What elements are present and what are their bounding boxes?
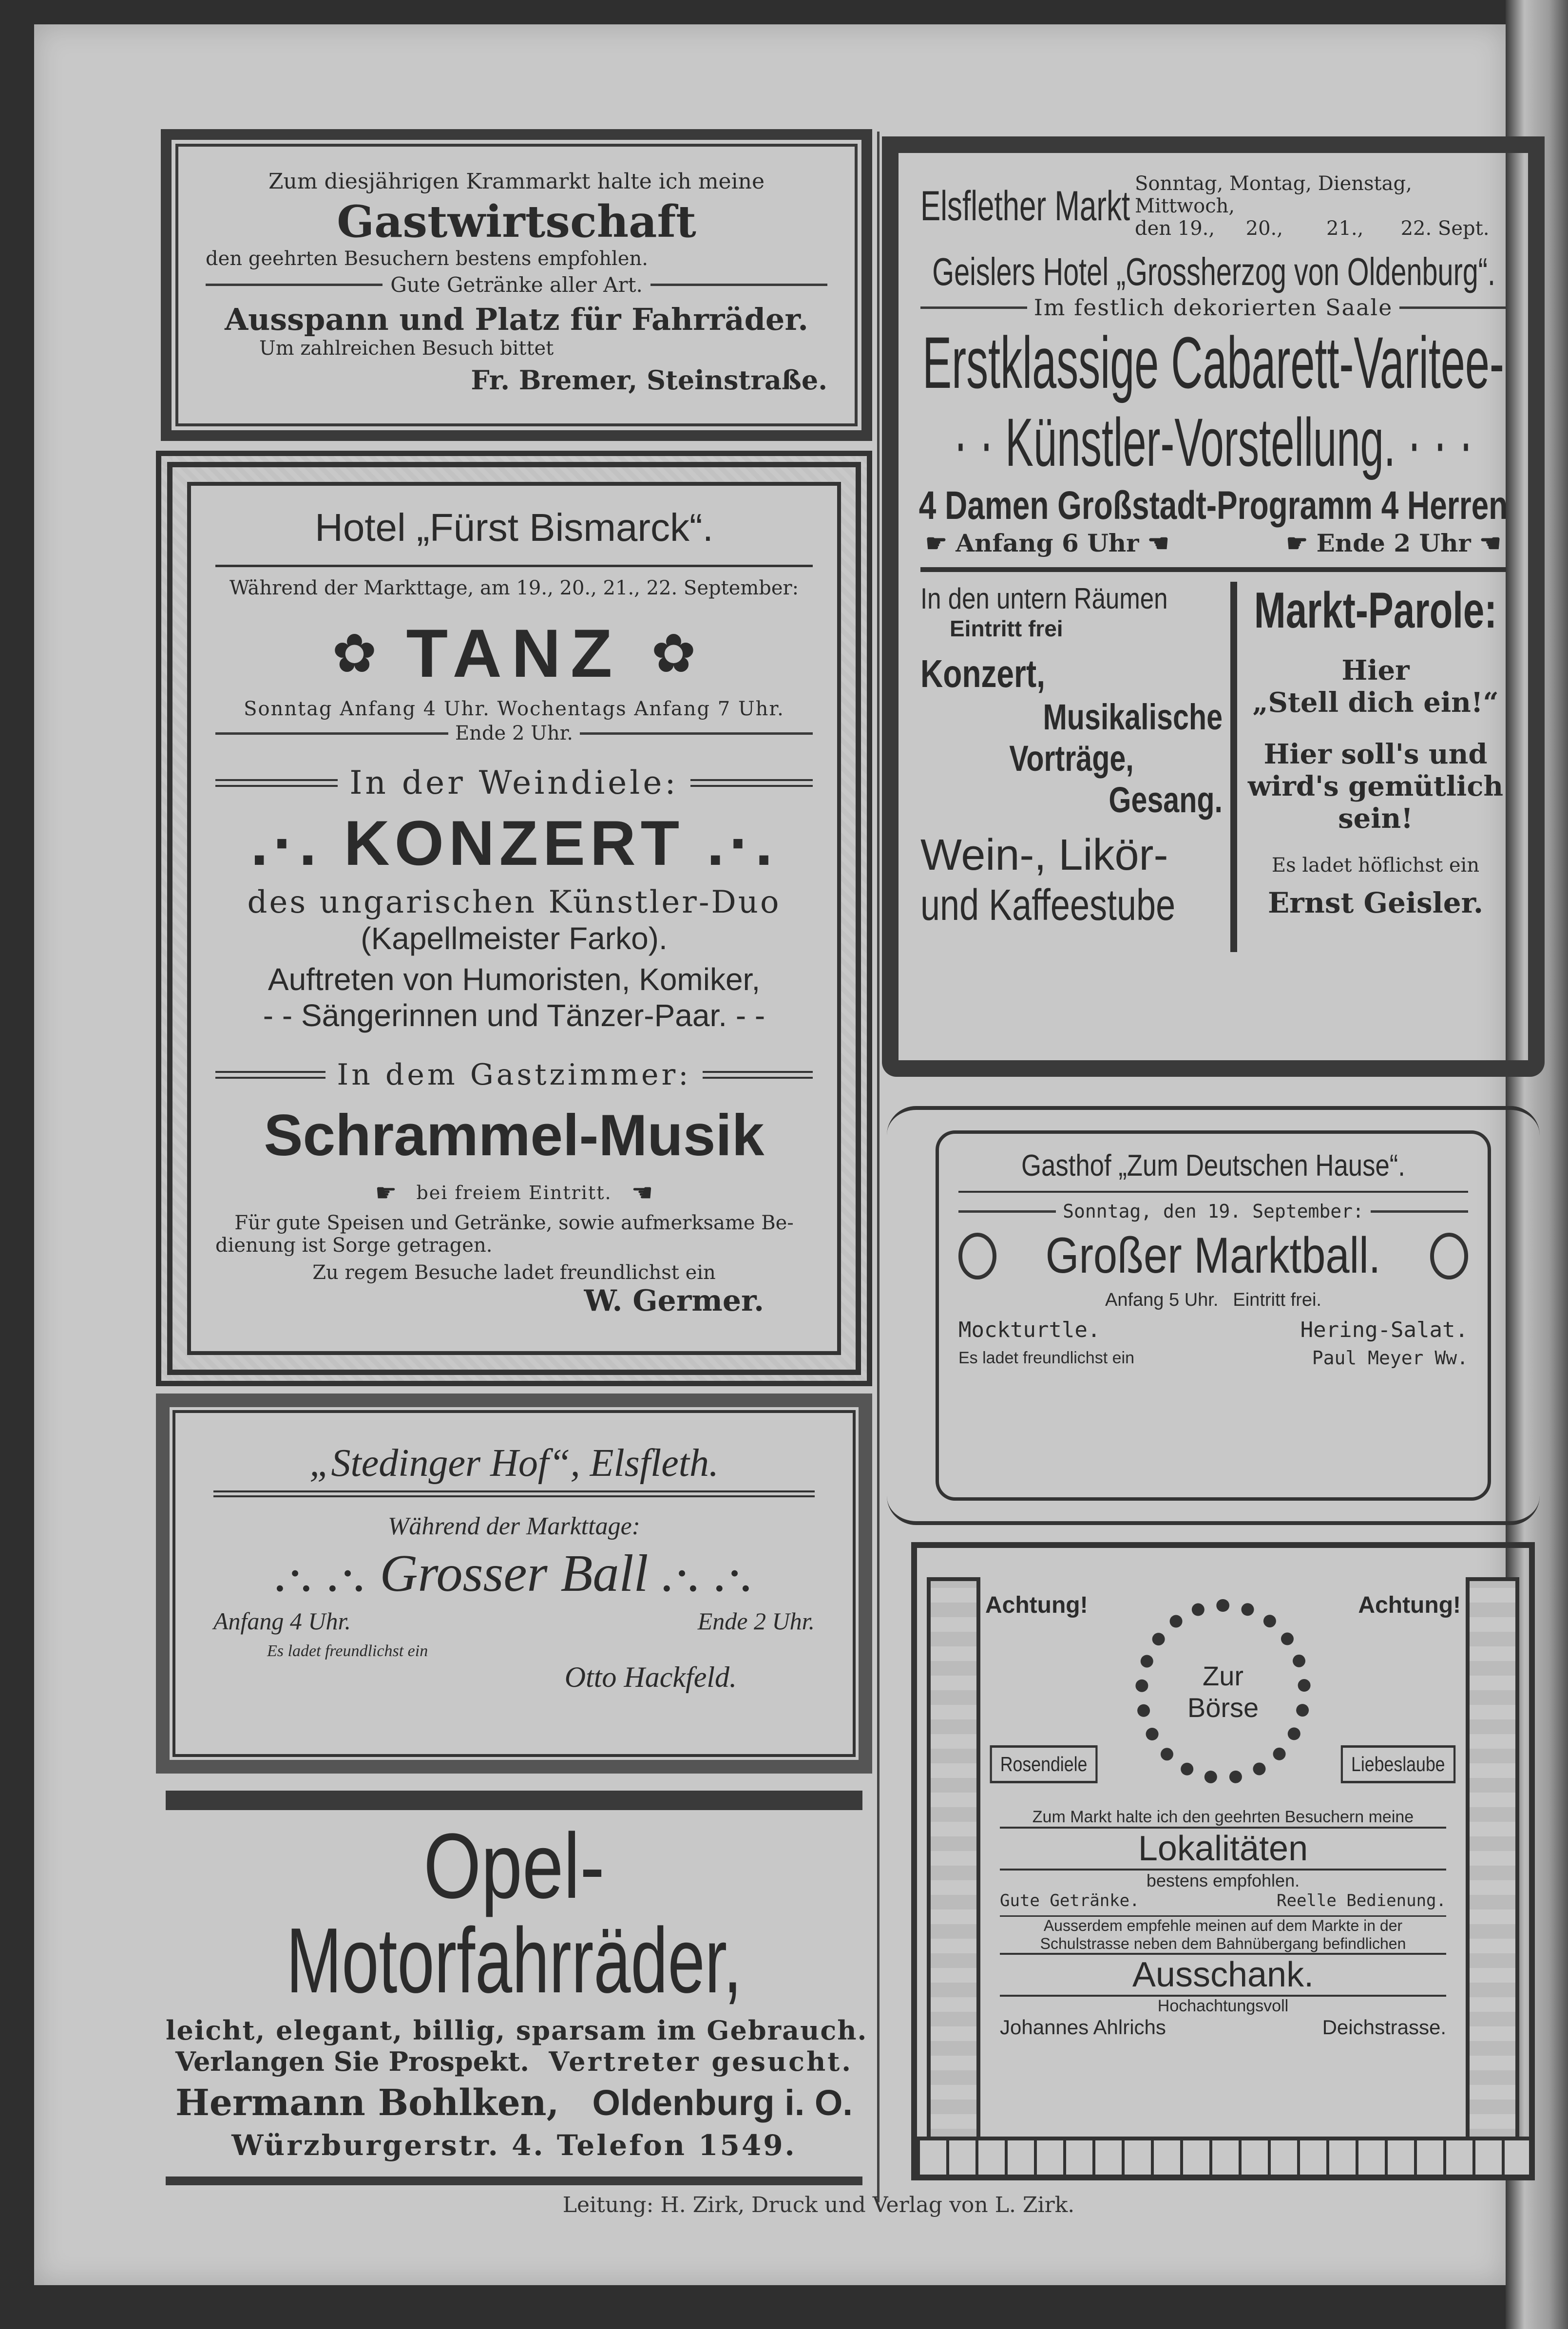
ad4-line3: leicht, elegant, billig, sparsam im Gebrauch. bbox=[166, 2014, 868, 2046]
ad7-intro: Zum Markt halte ich den geehrten Besuchern meine bbox=[1032, 1808, 1414, 1826]
wreath-icon bbox=[1135, 1599, 1311, 1784]
ad5-anfang: ☛ Anfang 6 Uhr ☚ bbox=[925, 528, 1169, 557]
ad1-sub: den geehrten Besuchern bestens empfohlen. bbox=[206, 248, 648, 270]
ad5-hier: Hier bbox=[1341, 654, 1410, 687]
ad5-soll1: Hier soll's und bbox=[1263, 738, 1488, 770]
ad3-during: Während der Markttage: bbox=[388, 1512, 640, 1540]
ad7-owner: Johannes Ahlrichs bbox=[1000, 2016, 1166, 2039]
ad5-anfang-text: Anfang 6 Uhr bbox=[956, 528, 1139, 557]
ad1-title: Gastwirtschaft bbox=[337, 196, 696, 248]
ad4-vertreter: Vertreter gesucht. bbox=[549, 2045, 853, 2077]
ad4-line1: Opel- bbox=[423, 1814, 605, 1918]
ad2-besuch: Zu regem Besuche ladet freundlichst ein bbox=[312, 1261, 716, 1284]
ad5-musik2: Vorträge, bbox=[1009, 738, 1134, 779]
ad7-lokal: Lokalitäten bbox=[1000, 1827, 1446, 1871]
circle-ornament-left bbox=[958, 1233, 996, 1279]
ad7-ausserdem2: Schulstrasse neben dem Bahnübergang befindlichen bbox=[1040, 1935, 1406, 1952]
ad6-hering: Hering-Salat. bbox=[1300, 1317, 1468, 1342]
ad2-owner: W. Germer. bbox=[584, 1284, 764, 1318]
ad6-ball: Großer Marktball. bbox=[1046, 1227, 1381, 1284]
ad6-ladet: Es ladet freundlichst ein bbox=[958, 1348, 1134, 1367]
ad2-gastzimmer: In dem Gastzimmer: bbox=[337, 1058, 691, 1092]
ad5-dates: den 19., 20., 21., 22. Sept. bbox=[1135, 217, 1490, 240]
ad4-company: Hermann Bohlken, bbox=[175, 2081, 559, 2124]
ad2-speisen2: dienung ist Sorge getragen. bbox=[215, 1234, 493, 1257]
ad7-rosendiele: Rosendiele bbox=[990, 1745, 1098, 1783]
ad3-start: Anfang 4 Uhr. bbox=[213, 1607, 351, 1635]
ad7-bedienung: Reelle Bedienung. bbox=[1277, 1891, 1446, 1910]
flower-icon-left: ✿ bbox=[332, 622, 377, 685]
ad7-empfohlen: bestens empfohlen. bbox=[1146, 1871, 1300, 1890]
ad5-soll2: wird's gemütlich bbox=[1247, 770, 1504, 802]
pillar-left bbox=[927, 1577, 980, 2147]
ad5-saal: Im festlich dekorierten Saale bbox=[1033, 294, 1393, 321]
ad3-invite: Es ladet freundlichst ein bbox=[267, 1642, 428, 1660]
ad5-soll3: sein! bbox=[1338, 802, 1413, 835]
ad5-hotel: Geislers Hotel „Grossherzog von Oldenburg“. bbox=[932, 250, 1495, 293]
ad6-date: Sonntag, den 19. September: bbox=[1063, 1201, 1364, 1222]
ad6-owner: Paul Meyer Ww. bbox=[1312, 1347, 1468, 1369]
ad6-mock: Mockturtle. bbox=[958, 1317, 1101, 1342]
column-divider bbox=[877, 132, 880, 2202]
ad3-title: „Stedinger Hof“, Elsfleth. bbox=[309, 1442, 719, 1485]
ad6-eintritt: Eintritt frei. bbox=[1233, 1290, 1321, 1310]
ad3-end: Ende 2 Uhr. bbox=[697, 1607, 815, 1635]
ad1-owner: Fr. Bremer, Steinstraße. bbox=[471, 364, 827, 396]
ad5-raeume: In den untern Räumen bbox=[920, 582, 1168, 615]
ad2-auftreten: Auftreten von Humoristen, Komiker, bbox=[268, 962, 761, 997]
ad-gastwirtschaft-bremer bbox=[161, 129, 872, 441]
ad-gasthof-deutschen-hause bbox=[882, 1101, 1545, 1530]
ad1-drinks: Gute Getränke aller Art. bbox=[390, 273, 643, 297]
ad5-kaffee: und Kaffeestube bbox=[920, 880, 1176, 930]
ad5-ladet: Es ladet höflichst ein bbox=[1271, 854, 1480, 877]
ad-zur-boerse bbox=[911, 1542, 1535, 2180]
ad5-owner: Ernst Geisler. bbox=[1267, 886, 1484, 919]
imprint-footer: Leitung: H. Zirk, Druck und Verlag von L. Zirk. bbox=[562, 2193, 1075, 2217]
ad5-days: Sonntag, Montag, Dienstag, Mittwoch, bbox=[1135, 172, 1412, 217]
circle-ornament-right bbox=[1430, 1233, 1468, 1279]
ad2-end: Ende 2 Uhr. bbox=[455, 722, 574, 745]
ad2-dates: Während der Markttage, am 19., 20., 21., 22. September: bbox=[229, 577, 799, 599]
ad5-ende: ☛ Ende 2 Uhr ☚ bbox=[1286, 528, 1501, 557]
ad1-offer: Ausspann und Platz für Fahrräder. bbox=[225, 302, 808, 337]
ad5-kuenstler: · · Künstler-Vorstellung. · · · bbox=[953, 403, 1473, 480]
ad5-market: Elsflether Markt bbox=[920, 182, 1130, 229]
ad7-zur: Zur bbox=[1203, 1661, 1243, 1691]
ad1-intro: Zum diesjährigen Krammarkt halte ich meine bbox=[268, 169, 765, 194]
ad7-achtung-right: Achtung! bbox=[1358, 1592, 1461, 1618]
ad-geislers-hotel bbox=[882, 136, 1545, 1077]
ad4-line2: Motorfahrräder, bbox=[286, 1909, 742, 2012]
ad7-ausserdem1: Ausserdem empfehle meinen auf dem Markte in der bbox=[1000, 1915, 1446, 1935]
pointing-hand-icon: ☚ bbox=[631, 1179, 653, 1207]
ornament-border-bottom bbox=[917, 2137, 1529, 2175]
ad2-weindiele: In der Weindiele: bbox=[349, 764, 679, 802]
ad5-konzert: Konzert, bbox=[920, 651, 1045, 695]
ad2-frei: bei freiem Eintritt. bbox=[416, 1182, 612, 1203]
ad2-duo: des ungarischen Künstler-Duo bbox=[247, 884, 781, 920]
ad6-start: Anfang 5 Uhr. bbox=[1105, 1290, 1219, 1310]
ad5-wein: Wein-, Likör- bbox=[920, 830, 1168, 879]
pillar-right bbox=[1466, 1577, 1519, 2147]
ad5-gesang: Gesang. bbox=[1109, 779, 1223, 820]
ad2-schrammel: Schrammel-Musik bbox=[264, 1103, 765, 1168]
ad7-street: Deichstrasse. bbox=[1322, 2016, 1446, 2039]
pointing-hand-icon: ☛ bbox=[375, 1179, 397, 1207]
ad5-ende-text: Ende 2 Uhr bbox=[1316, 528, 1471, 557]
ad2-saengerinnen: - - Sängerinnen und Tänzer-Paar. - - bbox=[263, 998, 765, 1033]
ad2-title: Hotel „Fürst Bismarck“. bbox=[315, 506, 713, 549]
ad7-ausschank: Ausschank. bbox=[1000, 1953, 1446, 1997]
ad7-boerse: Börse bbox=[1187, 1692, 1259, 1723]
ad7-achtung-left: Achtung! bbox=[985, 1592, 1088, 1618]
ad-opel-motorfahrraeder bbox=[156, 1771, 872, 2185]
ad2-kapell: (Kapellmeister Farko). bbox=[361, 921, 668, 956]
ad4-city: Oldenburg i. O. bbox=[592, 2082, 853, 2123]
ad1-visit: Um zahlreichen Besuch bittet bbox=[259, 337, 554, 360]
ad2-start: Sonntag Anfang 4 Uhr. Wochentags Anfang 7 Uhr. bbox=[244, 698, 784, 720]
ad2-speisen1: Für gute Speisen und Getränke, sowie aufmerksame Be- bbox=[234, 1212, 794, 1234]
ad-hotel-fuerst-bismarck bbox=[156, 451, 872, 1386]
ad2-tanz: TANZ bbox=[406, 615, 622, 691]
ad7-liebeslaube: Liebeslaube bbox=[1341, 1745, 1455, 1783]
ad3-ball: .·. .·. Grosser Ball .·. .·. bbox=[274, 1545, 754, 1603]
ad5-stell: „Stell dich ein!“ bbox=[1252, 686, 1499, 719]
ad5-parole: Markt-Parole: bbox=[1254, 582, 1497, 639]
ad7-hochachtung: Hochachtungsvoll bbox=[1157, 1997, 1289, 2015]
ad7-getraenke: Gute Getränke. bbox=[1000, 1891, 1140, 1910]
ad5-musik1: Musikalische bbox=[1043, 696, 1223, 737]
ad4-address: Würzburgerstr. 4. Telefon 1549. bbox=[231, 2128, 797, 2162]
ad3-owner: Otto Hackfeld. bbox=[564, 1661, 737, 1693]
ad-stedinger-hof bbox=[156, 1394, 872, 1774]
ad5-eintritt: Eintritt frei bbox=[950, 615, 1063, 641]
flower-icon-right: ✿ bbox=[651, 622, 696, 685]
ad5-cabarett: Erstklassige Cabarett-Varitee- bbox=[922, 322, 1504, 403]
ad2-konzert: .·. KONZERT .·. bbox=[250, 807, 778, 878]
ad4-prospekt: Verlangen Sie Prospekt. bbox=[175, 2045, 530, 2077]
ad5-program: 4 Damen Großstadt-Programm 4 Herren bbox=[918, 483, 1508, 528]
ad6-title: Gasthof „Zum Deutschen Hause“. bbox=[1021, 1149, 1405, 1183]
